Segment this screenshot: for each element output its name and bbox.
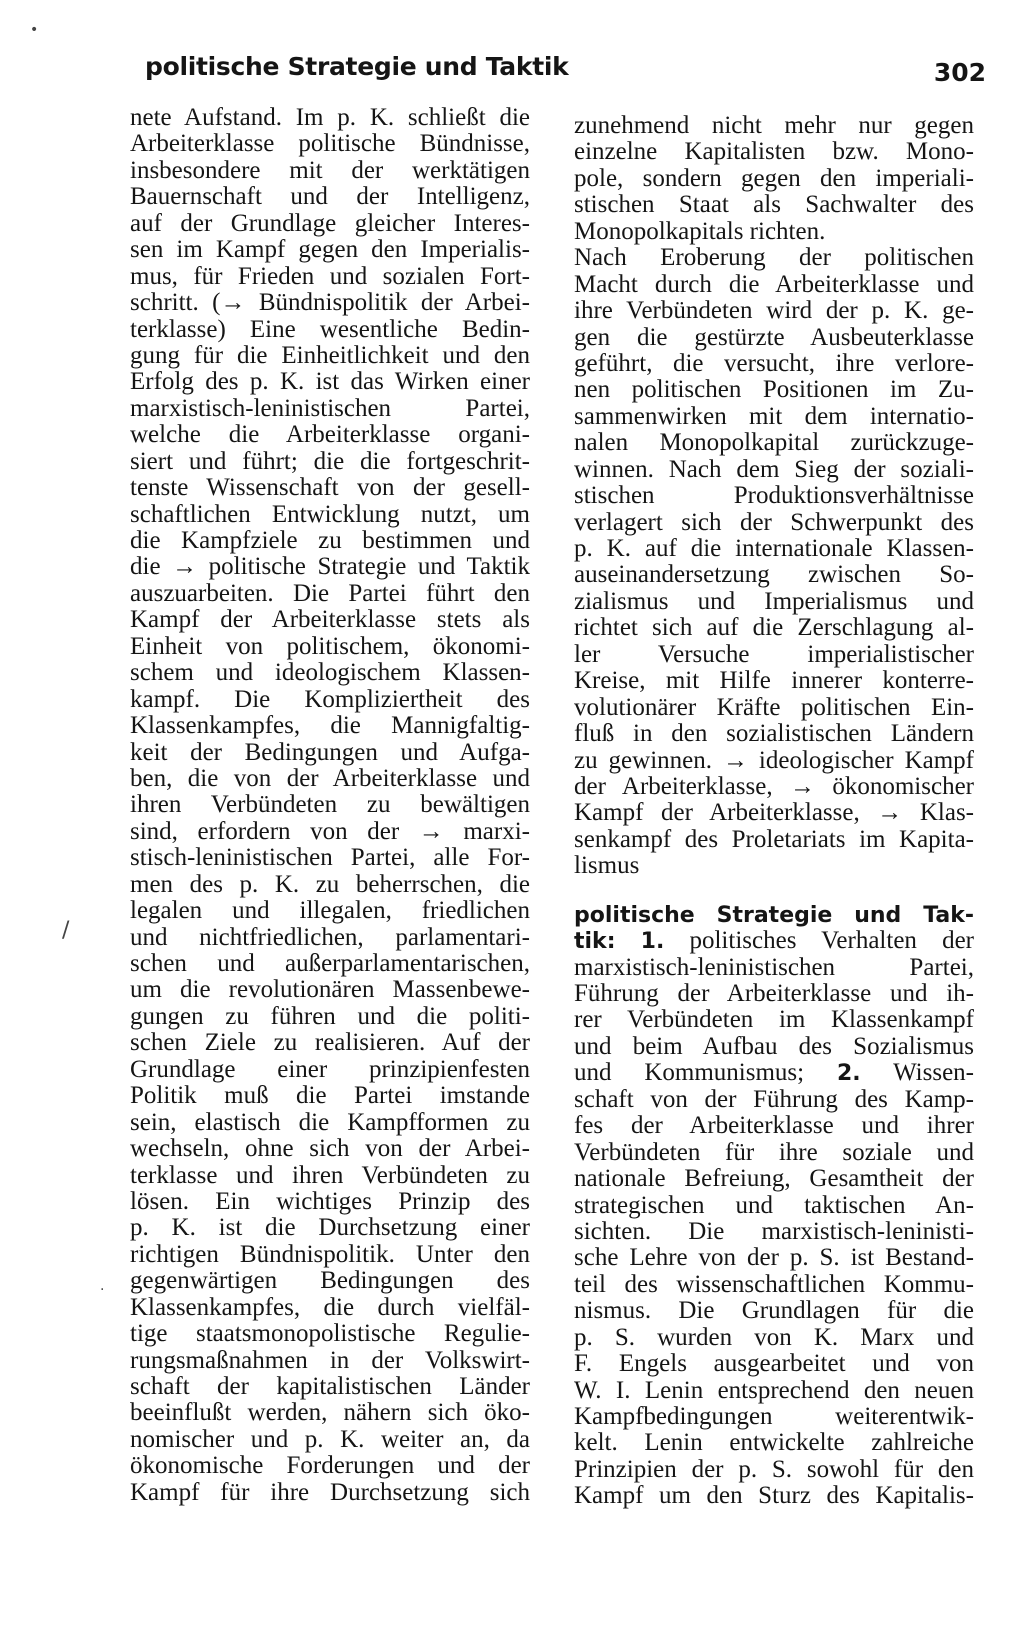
text-line: tige staatsmonopolistische Regulie- — [130, 1320, 530, 1348]
text-line: einzelne Kapitalisten bzw. Mono- — [574, 138, 974, 166]
text-line: der Arbeiterklasse, → ökonomischer — [574, 772, 974, 800]
text-line: zu gewinnen. → ideologischer Kampf — [574, 746, 974, 774]
text-line: sein, elastisch die Kampfformen zu — [130, 1108, 530, 1136]
entry-lemma: tik: — [574, 929, 616, 955]
sense-number: 2. — [836, 1061, 861, 1087]
text-line: stischen Produktionsverhältnisse — [574, 482, 974, 510]
text-line: die Kampfziele zu bestimmen und — [130, 527, 530, 554]
text-line: nationale Befreiung, Gesamtheit der — [574, 1165, 974, 1193]
text-line: nismus. Die Grundlagen für die — [574, 1297, 974, 1325]
text-line: richtet sich auf die Zerschlagung al- — [574, 614, 974, 642]
text-line: Kampf der Arbeiterklasse, → Klas- — [574, 799, 974, 827]
text-line: Politik muß die Partei imstande — [130, 1082, 530, 1110]
text-line: Führung der Arbeiterklasse und ih- — [574, 980, 974, 1007]
margin-dot: • — [30, 22, 39, 38]
text-line: schaft der kapitalistischen Länder — [130, 1373, 530, 1400]
text-segment: politisches Verhalten der — [689, 927, 974, 955]
text-line: die → politische Strategie und Taktik — [130, 553, 530, 581]
text-line: legalen und illegalen, friedlichen — [130, 897, 530, 925]
text-line: nalen Monopolkapital zurückzuge- — [574, 429, 974, 457]
text-line: um die revolutionären Massenbewe- — [130, 976, 530, 1004]
text-line: ben, die von der Arbeiterklasse und — [130, 764, 530, 792]
text-line: gen die gestürzte Ausbeuterklasse — [574, 323, 974, 351]
text-line: gegenwärtigen Bedingungen des — [130, 1267, 530, 1295]
entry-lemma: politische Strategie und Tak- — [574, 902, 974, 928]
text-line: terklasse) Eine wesentliche Bedin- — [130, 315, 530, 343]
text-line: rungsmaßnahmen in der Volkswirt- — [130, 1346, 530, 1374]
text-line: rer Verbündeten im Klassenkampf — [574, 1006, 974, 1034]
right-column — [574, 113, 974, 1510]
text-line: Verbündeten für ihre soziale und — [574, 1138, 974, 1166]
text-line: beeinflußt werden, nähern sich öko- — [130, 1399, 530, 1427]
text-line: nete Aufstand. Im p. K. schließt die — [130, 104, 530, 131]
text-line: winnen. Nach dem Sieg der soziali- — [574, 455, 974, 483]
text-line: geführt, die versucht, ihre verlore- — [574, 349, 974, 377]
text-line: schem und ideologischem Klassen- — [130, 659, 530, 687]
text-line: senkampf des Proletariats im Kapita- — [574, 825, 974, 853]
text-segment: und Kommunismus; — [574, 1059, 805, 1087]
text-line: Kampfbedingungen weiterentwik- — [574, 1403, 974, 1430]
text-line: Kampf der Arbeiterklasse stets als — [130, 606, 530, 634]
text-line: insbesondere mit der werktätigen — [130, 156, 530, 184]
text-line: verlagert sich der Schwerpunkt des — [574, 508, 974, 536]
text-line: pole, sondern gegen den imperiali- — [574, 164, 974, 192]
text-line: schritt. (→ Bündnispolitik der Arbei- — [130, 289, 530, 317]
text-line: nen politischen Positionen im Zu- — [574, 376, 974, 404]
text-line: schen Ziele zu realisieren. Auf der — [130, 1029, 530, 1057]
text-line: tenste Wissenschaft von der gesell- — [130, 474, 530, 502]
text-line: Monopolkapitals richten. — [574, 217, 826, 245]
text-line: und nichtfriedlichen, parlamentari- — [130, 923, 530, 951]
text-line: W. I. Lenin entsprechend den neuen — [574, 1376, 974, 1404]
text-line: schaftlichen Entwicklung nutzt, um — [130, 500, 530, 528]
sense-number: 1. — [640, 929, 665, 955]
text-line: nomischer und p. K. weiter an, da — [130, 1425, 530, 1453]
text-line: Kampf um den Sturz des Kapitalis- — [574, 1482, 974, 1510]
text-line: sind, erfordern von der → marxi- — [130, 817, 530, 845]
text-line: Nach Eroberung der politischen — [574, 244, 974, 272]
text-line: ler Versuche imperialistischer — [574, 640, 974, 668]
text-line: zunehmend nicht mehr nur gegen — [574, 112, 974, 139]
text-line: stischen Staat als Sachwalter des — [574, 191, 974, 219]
text-line: Grundlage einer prinzipienfesten — [130, 1055, 530, 1083]
left-column — [130, 105, 530, 1506]
text-line: Klassenkampfes, die durch vielfäl- — [130, 1293, 530, 1321]
text-line: Erfolg des p. K. ist das Wirken einer — [130, 368, 530, 396]
text-line: p. K. ist die Durchsetzung einer — [130, 1214, 530, 1242]
page-number: 302 — [933, 58, 986, 87]
margin-tick: / — [62, 918, 70, 943]
text-line: fluß in den sozialistischen Ländern — [574, 720, 974, 748]
text-line: Macht durch die Arbeiterklasse und — [574, 270, 974, 298]
text-line: siert und führt; die die fortgeschrit- — [130, 447, 530, 475]
text-line: keit der Bedingungen und Aufga- — [130, 738, 530, 766]
text-line: lösen. Ein wichtiges Prinzip des — [130, 1187, 530, 1215]
text-line: F. Engels ausgearbeitet und von — [574, 1350, 974, 1378]
text-line: kampf. Die Kompliziertheit des — [130, 685, 530, 713]
text-line: men des p. K. zu beherrschen, die — [130, 870, 530, 898]
text-line: mus, für Frieden und sozialen Fort- — [130, 262, 530, 290]
text-line: marxistisch-leninistischen Partei, — [130, 394, 530, 422]
text-line: teil des wissenschaftlichen Kommu- — [574, 1270, 974, 1298]
text-line: und beim Aufbau des Sozialismus — [574, 1032, 974, 1060]
text-line: volutionärer Kräfte politischen Ein- — [574, 693, 974, 721]
text-line: zialismus und Imperialismus und — [574, 587, 974, 615]
text-line: Prinzipien der p. S. sowohl für den — [574, 1455, 974, 1483]
text-line: schen und außerparlamentarischen, — [130, 950, 530, 977]
text-line: kelt. Lenin entwickelte zahlreiche — [574, 1429, 974, 1457]
text-line: Kreise, mit Hilfe innerer konterre- — [574, 667, 974, 695]
text-line: sche Lehre von der p. S. ist Bestand- — [574, 1244, 974, 1272]
text-line: sammenwirken mit dem internatio- — [574, 402, 974, 430]
text-line: p. S. wurden von K. Marx und — [574, 1323, 974, 1351]
text-line: welche die Arbeiterklasse organi- — [130, 421, 530, 449]
text-line: gungen zu führen und die politi- — [130, 1002, 530, 1030]
text-line: ihre Verbündeten wird der p. K. ge- — [574, 297, 974, 325]
text-line: terklasse und ihren Verbündeten zu — [130, 1161, 530, 1189]
text-line: marxistisch-leninistischen Partei, — [574, 953, 974, 981]
text-line: auf der Grundlage gleicher Interes- — [130, 209, 530, 237]
text-line: lismus — [574, 852, 640, 880]
text-segment: Wissen- — [893, 1059, 974, 1087]
text-line: Bauernschaft und der Intelligenz, — [130, 183, 530, 211]
text-line: stisch-leninistischen Partei, alle For- — [130, 844, 530, 872]
running-head: politische Strategie und Taktik — [145, 52, 569, 81]
text-line: auszuarbeiten. Die Partei führt den — [130, 579, 530, 607]
text-line: schaft von der Führung des Kamp- — [574, 1085, 974, 1113]
text-line: Klassenkampfes, die Mannigfaltig- — [130, 712, 530, 740]
entry-first-line — [574, 928, 974, 954]
text-line: richtigen Bündnispolitik. Unter den — [130, 1240, 530, 1268]
text-line: auseinandersetzung zwischen So- — [574, 561, 974, 589]
text-line: p. K. auf die internationale Klassen- — [574, 535, 974, 562]
text-line: wechseln, ohne sich von der Arbei- — [130, 1135, 530, 1163]
text-line: gung für die Einheitlichkeit und den — [130, 341, 530, 369]
text-line: fes der Arbeiterklasse und ihrer — [574, 1112, 974, 1140]
text-line: Kampf für ihre Durchsetzung sich — [130, 1478, 530, 1506]
text-line: sen im Kampf gegen den Imperialis- — [130, 236, 530, 264]
text-line — [574, 1060, 974, 1086]
text-line: sichten. Die marxistisch-leninisti- — [574, 1217, 974, 1245]
entry-head-line — [574, 902, 974, 928]
text-line: ökonomische Forderungen und der — [130, 1452, 530, 1480]
margin-dot: · — [100, 1282, 105, 1298]
text-line: Arbeiterklasse politische Bündnisse, — [130, 130, 530, 158]
text-line: strategischen und taktischen An- — [574, 1191, 974, 1219]
text-line: Einheit von politischem, ökonomi- — [130, 632, 530, 660]
text-line: ihren Verbündeten zu bewältigen — [130, 791, 530, 819]
